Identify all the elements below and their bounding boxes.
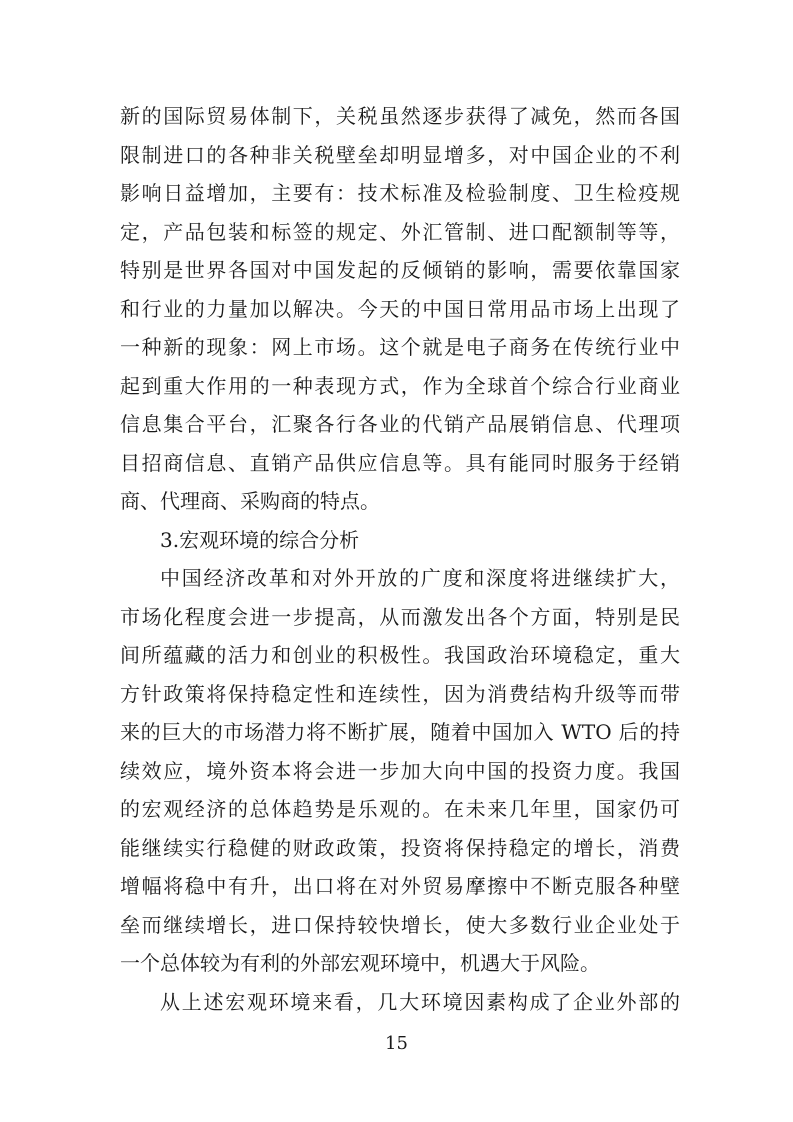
text-line: 增幅将稳中有升，出口将在对外贸易摩擦中不断克服各种壁 bbox=[120, 874, 680, 898]
text-line: 的宏观经济的总体趋势是乐观的。在未来几年里，国家仍可 bbox=[120, 797, 680, 821]
page-number: 15 bbox=[385, 1033, 408, 1054]
text-line: 间所蕴藏的活力和创业的积极性。我国政治环境稳定，重大 bbox=[120, 643, 680, 667]
text-line: 和行业的力量加以解决。今天的中国日常用品市场上出现了 bbox=[120, 296, 680, 321]
text-line: 垒而继续增长，进口保持较快增长，使大多数行业企业处于 bbox=[120, 912, 680, 937]
text-line: 起到重大作用的一种表现方式，作为全球首个综合行业商业 bbox=[120, 373, 680, 398]
text-line: 特别是世界各国对中国发起的反倾销的影响，需要依靠国家 bbox=[120, 258, 680, 282]
text-line: 能继续实行稳健的财政政策，投资将保持稳定的增长，消费 bbox=[120, 835, 680, 860]
text-line: 市场化程度会进一步提高，从而激发出各个方面，特别是民 bbox=[120, 604, 680, 629]
section-heading: 3.宏观环境的综合分析 bbox=[160, 527, 360, 552]
text-line: 一种新的现象：网上市场。这个就是电子商务在传统行业中 bbox=[120, 335, 680, 359]
text-line: 目招商信息、直销产品供应信息等。具有能同时服务于经销 bbox=[120, 450, 680, 475]
text-line: 信息集合平台，汇聚各行各业的代销产品展销信息、代理项 bbox=[120, 412, 680, 436]
text-line: 限制进口的各种非关税壁垒却明显增多，对中国企业的不利 bbox=[120, 142, 680, 167]
text-line: 新的国际贸易体制下，关税虽然逐步获得了减免，然而各国 bbox=[120, 104, 680, 128]
text-line: 从上述宏观环境来看，几大环境因素构成了企业外部的 bbox=[160, 989, 680, 1014]
text-line: 影响日益增加，主要有：技术标准及检验制度、卫生检疫规 bbox=[120, 181, 680, 205]
text-line: 一个总体较为有利的外部宏观环境中，机遇大于风险。 bbox=[120, 951, 600, 975]
body-text bbox=[120, 97, 680, 1021]
text-line: 中国经济改革和对外开放的广度和深度将进继续扩大， bbox=[160, 566, 680, 590]
text-line: 来的巨大的市场潜力将不断扩展，随着中国加入 WTO 后的持 bbox=[120, 720, 680, 744]
text-line: 定，产品包装和标签的规定、外汇管制、进口配额制等等， bbox=[120, 219, 680, 244]
text-line: 续效应，境外资本将会进一步加大向中国的投资力度。我国 bbox=[120, 758, 680, 783]
text-line: 商、代理商、采购商的特点。 bbox=[120, 489, 380, 513]
text-line: 方针政策将保持稳定性和连续性，因为消费结构升级等而带 bbox=[120, 681, 680, 706]
